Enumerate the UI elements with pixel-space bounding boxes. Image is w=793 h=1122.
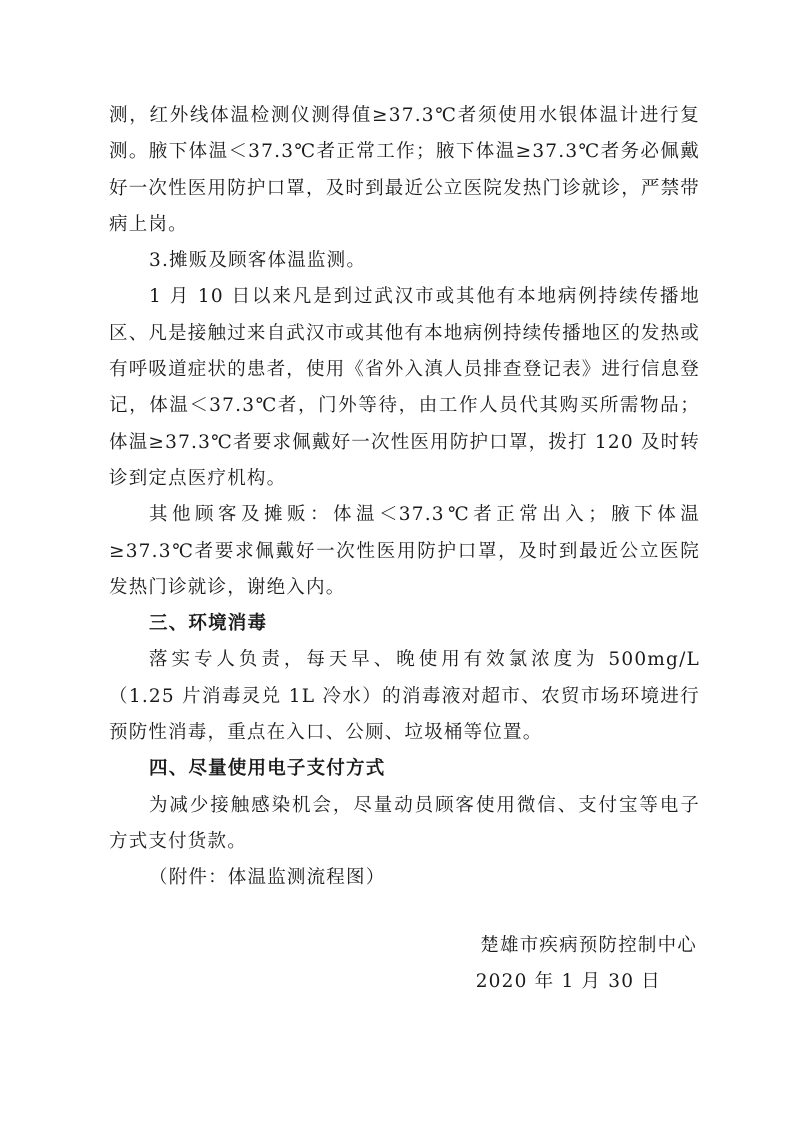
body-paragraph-other-customers: 其他顾客及摊贩：体温＜37.3℃者正常出入；腋下体温≥37.3℃者要求佩戴好一次性医用防护口罩，及时到最近公立医院发热门诊就诊，谢绝入内。: [109, 504, 700, 598]
signature-organization: 楚雄市疾病预防控制中心: [480, 935, 697, 956]
body-paragraph-attachment-note: （附件：体温监测流程图）: [149, 867, 386, 889]
body-paragraph-vendor-customer-heading: 3.摊贩及顾客体温监测。: [149, 250, 367, 272]
body-paragraph-electronic-payment: 为减少接触感染机会，尽量动员顾客使用微信、支付宝等电子方式支付货款。: [109, 794, 700, 852]
document-body: [109, 98, 700, 897]
section-heading-disinfection: 三、环境消毒: [149, 613, 268, 635]
signature-block: [476, 928, 697, 1000]
section-heading-electronic-payment: 四、尽量使用电子支付方式: [149, 758, 386, 780]
body-paragraph-staff-temperature: 测，红外线体温检测仪测得值≥37.3℃者须使用水银体温计进行复测。腋下体温＜37.3℃者正常工作；腋下体温≥37.3℃者务必佩戴好一次性医用防护口罩，及时到最近公立医院发热门诊就诊，严禁带病上岗。: [109, 105, 701, 235]
body-paragraph-wuhan-contacts: 1 月 10 日以来凡是到过武汉市或其他有本地病例持续传播地区、凡是接触过来自武汉市或其他有本地病例持续传播地区的发热或有呼吸道症状的患者，使用《省外入滇人员排查登记表》进行信息登记，体温＜37.3℃者，门外等待，由工作人员代其购买所需物品；体温≥37.3℃者要求佩戴好一次性医用防护口罩，拨打 120 及时转诊到定点医疗机构。: [109, 286, 701, 489]
signature-date: 2020 年 1 月 30 日: [475, 971, 661, 992]
body-paragraph-disinfection: 落实专人负责，每天早、晚使用有效氯浓度为 500mg/L（1.25 片消毒灵兑 1L 冷水）的消毒液对超市、农贸市场环境进行预防性消毒，重点在入口、公厕、垃圾桶等位置。: [109, 649, 700, 744]
